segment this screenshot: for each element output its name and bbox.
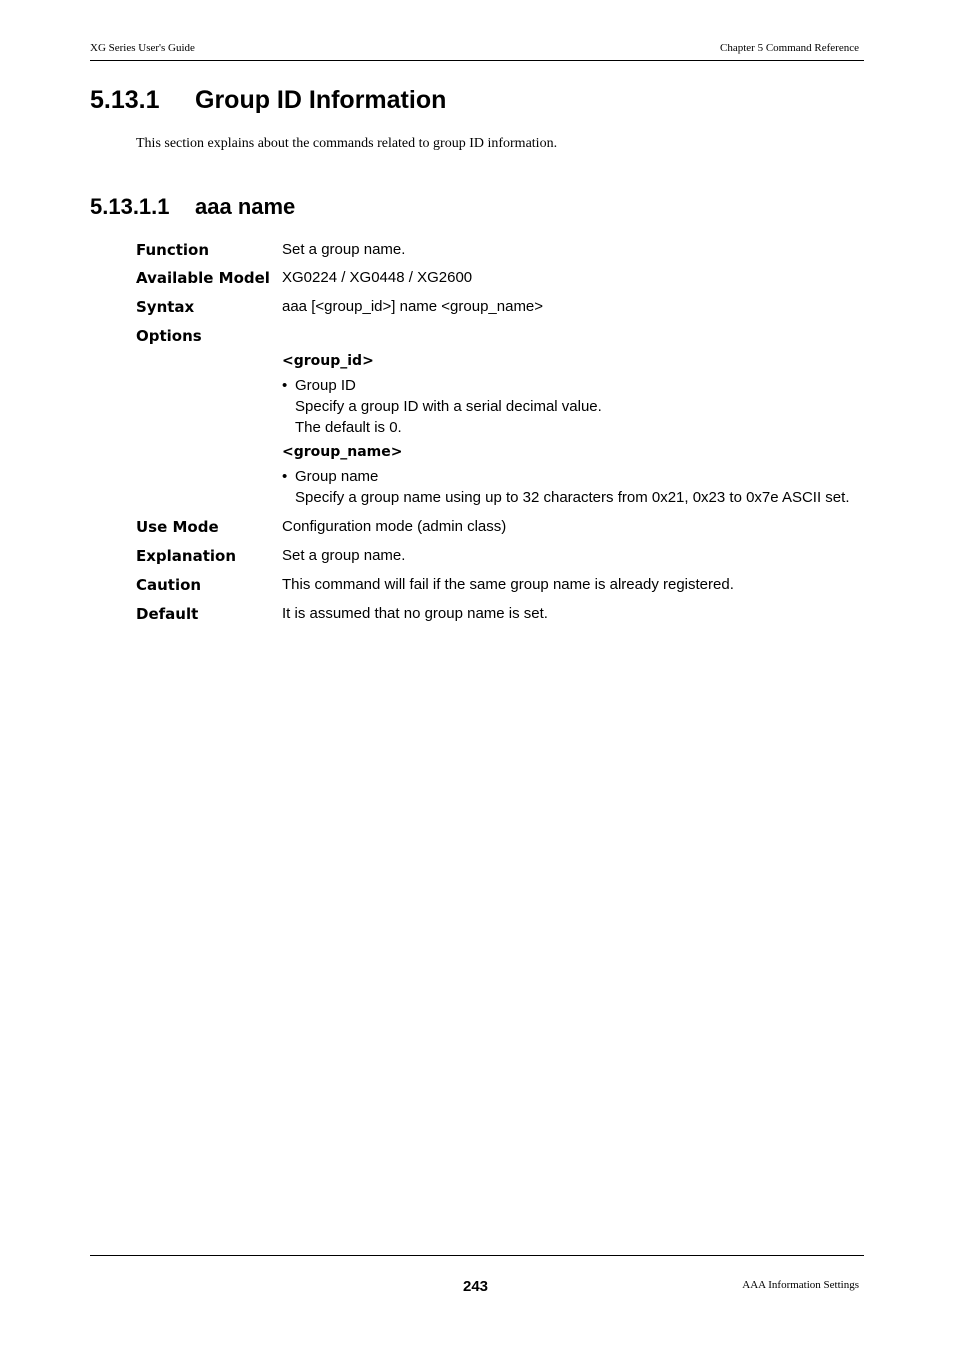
- options-label: Options: [136, 327, 202, 345]
- option-group-id-default: The default is 0.: [295, 419, 402, 436]
- running-header: [90, 42, 864, 61]
- explanation-value: Set a group name.: [282, 547, 406, 564]
- option-group-id-title: <group_id>: [282, 353, 374, 369]
- option-group-id-bullet-text: Group ID: [295, 377, 356, 394]
- subsection-number: 5.13.1.1: [90, 194, 170, 219]
- caution-value: This command will fail if the same group name is already registered.: [282, 576, 734, 593]
- available-model-value: XG0224 / XG0448 / XG2600: [282, 269, 473, 286]
- function-label: Function: [136, 241, 210, 259]
- subsection-heading: [90, 194, 295, 220]
- use-mode-label: Use Mode: [136, 518, 219, 536]
- option-group-name-bullet-text: Group name: [295, 468, 379, 485]
- section-heading: [90, 86, 446, 115]
- caution-label: Caution: [136, 576, 202, 594]
- option-group-name-desc: Specify a group name using up to 32 characters from 0x21, 0x23 to 0x7e ASCII set.: [295, 489, 850, 506]
- section-intro: This section explains about the commands related to group ID information.: [136, 136, 558, 151]
- option-group-name-title: <group_name>: [282, 444, 403, 460]
- subsection-title: aaa name: [195, 194, 296, 219]
- section-title: Group ID Information: [195, 86, 447, 114]
- header-chapter-title: Chapter 5 Command Reference: [720, 42, 859, 54]
- available-model-label: Available Model: [136, 269, 270, 287]
- explanation-label: Explanation: [136, 547, 237, 565]
- page-number: 243: [463, 1278, 489, 1295]
- use-mode-value: Configuration mode (admin class): [282, 518, 507, 535]
- default-label: Default: [136, 605, 199, 623]
- running-footer: [90, 1255, 864, 1296]
- header-guide-title: XG Series User's Guide: [90, 42, 195, 54]
- footer-section-title: AAA Information Settings: [742, 1279, 859, 1291]
- section-number: 5.13.1: [90, 86, 160, 114]
- function-value: Set a group name.: [282, 241, 406, 258]
- syntax-value: aaa [<group_id>] name <group_name>: [282, 298, 544, 315]
- option-group-id-bullet: •: [282, 377, 288, 394]
- option-group-name-bullet: •: [282, 468, 288, 485]
- default-value: It is assumed that no group name is set.: [282, 605, 548, 622]
- syntax-label: Syntax: [136, 298, 195, 316]
- option-group-id-desc: Specify a group ID with a serial decimal value.: [295, 398, 602, 415]
